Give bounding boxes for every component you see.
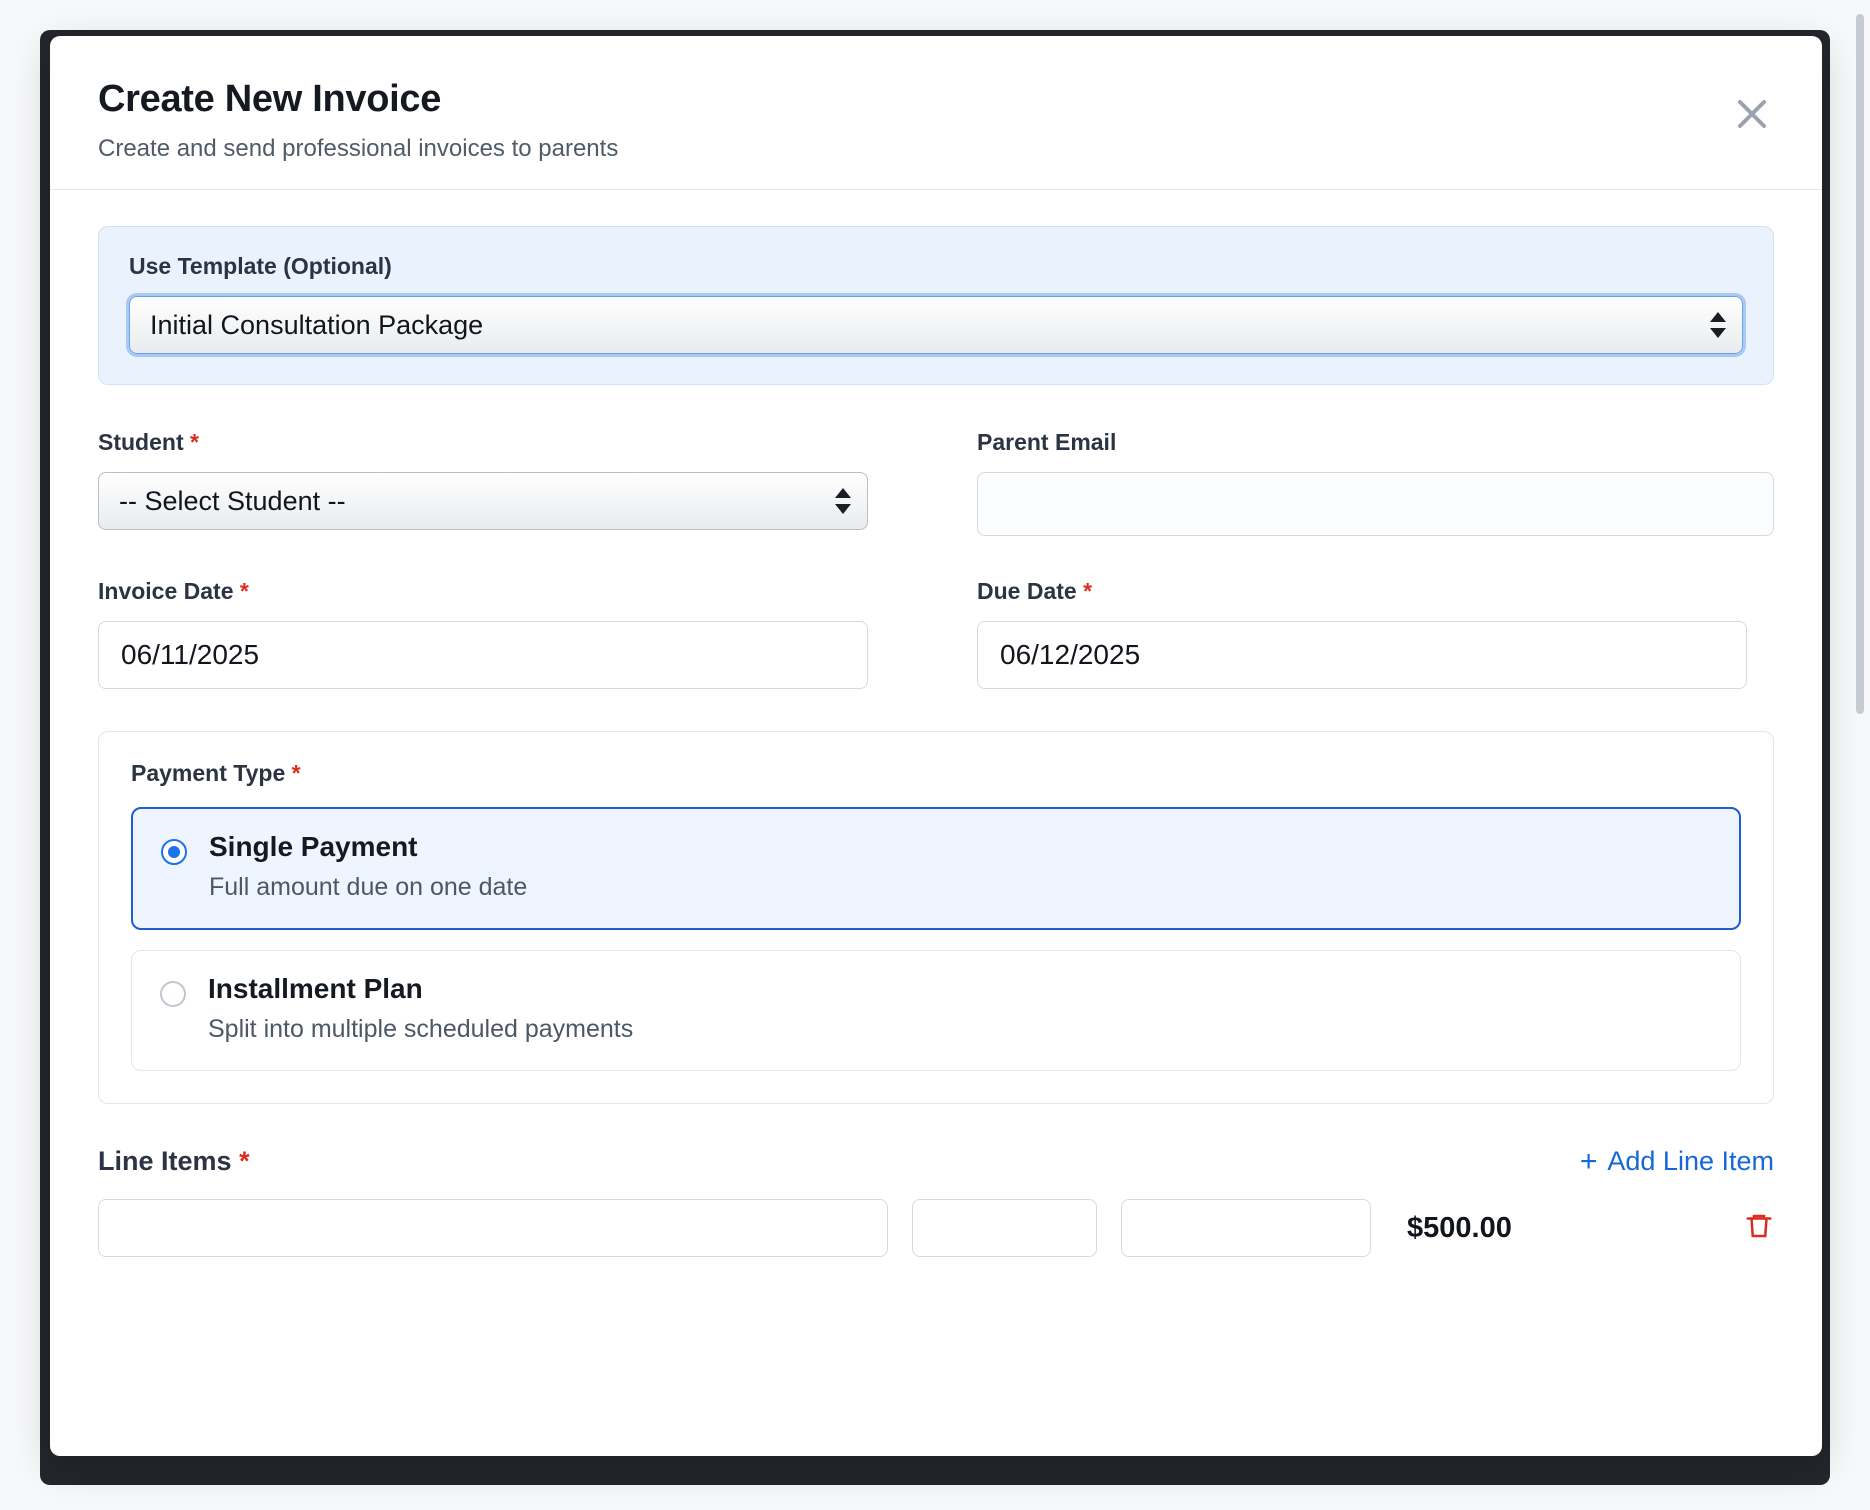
payment-type-label [131,760,1741,787]
line-items-section [98,1146,1774,1257]
line-items-header [98,1146,1774,1177]
chevron-updown-icon [835,488,851,514]
payment-option-single[interactable] [131,807,1741,930]
invoice-date-input[interactable]: 06/11/2025 [98,621,868,689]
payment-option-installment-title: Installment Plan [208,973,423,1004]
parent-email-field [977,429,1774,536]
line-items-label [98,1146,250,1177]
student-field [98,429,895,536]
due-date-label [977,578,1774,605]
page-title: Create New Invoice [98,78,442,120]
modal-header [50,36,1822,190]
invoice-date-field [98,578,895,689]
due-date-input[interactable]: 06/12/2025 [977,621,1747,689]
invoice-date-label-text: Invoice Date [98,578,234,604]
student-select-value: -- Select Student -- [119,485,346,516]
payment-type-panel [98,731,1774,1104]
student-label-text: Student [98,429,184,455]
page-scrollbar-thumb[interactable] [1856,14,1864,714]
trash-icon[interactable] [1744,1211,1774,1246]
student-select[interactable] [98,472,868,530]
line-item-rate-input[interactable] [1121,1199,1371,1257]
use-template-label: Use Template (Optional) [129,253,392,279]
payment-type-required-mark: * [291,760,301,786]
due-date-required-mark: * [1083,578,1093,604]
invoice-date-required-mark: * [239,578,249,604]
line-item-quantity-input[interactable] [912,1199,1097,1257]
use-template-section [98,226,1774,385]
modal-subtitle: Create and send professional invoices to parents [98,135,619,162]
close-icon[interactable] [1730,92,1774,136]
line-item-row [98,1199,1774,1257]
line-item-amount: $500.00 [1407,1211,1512,1244]
line-items-label-text: Line Items [98,1146,232,1176]
template-select-value: Initial Consultation Package [150,309,484,340]
invoice-date-label [98,578,895,605]
add-line-item-label: Add Line Item [1607,1146,1774,1176]
line-item-description-input[interactable] [98,1199,888,1257]
payment-option-single-desc: Full amount due on one date [209,873,528,901]
payment-type-label-text: Payment Type [131,760,286,786]
add-line-item-button[interactable] [1580,1146,1774,1177]
radio-icon-installment[interactable] [160,981,186,1007]
create-invoice-modal [50,36,1822,1456]
template-select[interactable] [129,296,1743,354]
dates-row [98,578,1774,689]
student-required-mark: * [190,429,199,455]
chevron-updown-icon [1710,312,1726,338]
student-label [98,429,895,456]
parent-email-input[interactable] [977,472,1774,536]
due-date-field [977,578,1774,689]
parent-email-label: Parent Email [977,429,1117,455]
payment-option-installment-desc: Split into multiple scheduled payments [208,1015,634,1043]
student-parent-row [98,429,1774,536]
payment-option-single-title: Single Payment [209,831,418,862]
payment-option-installment[interactable] [131,950,1741,1071]
modal-body [50,190,1822,1400]
radio-icon-single[interactable] [161,839,187,865]
plus-icon: + [1579,1144,1598,1178]
line-items-required-mark: * [239,1146,250,1176]
due-date-label-text: Due Date [977,578,1077,604]
